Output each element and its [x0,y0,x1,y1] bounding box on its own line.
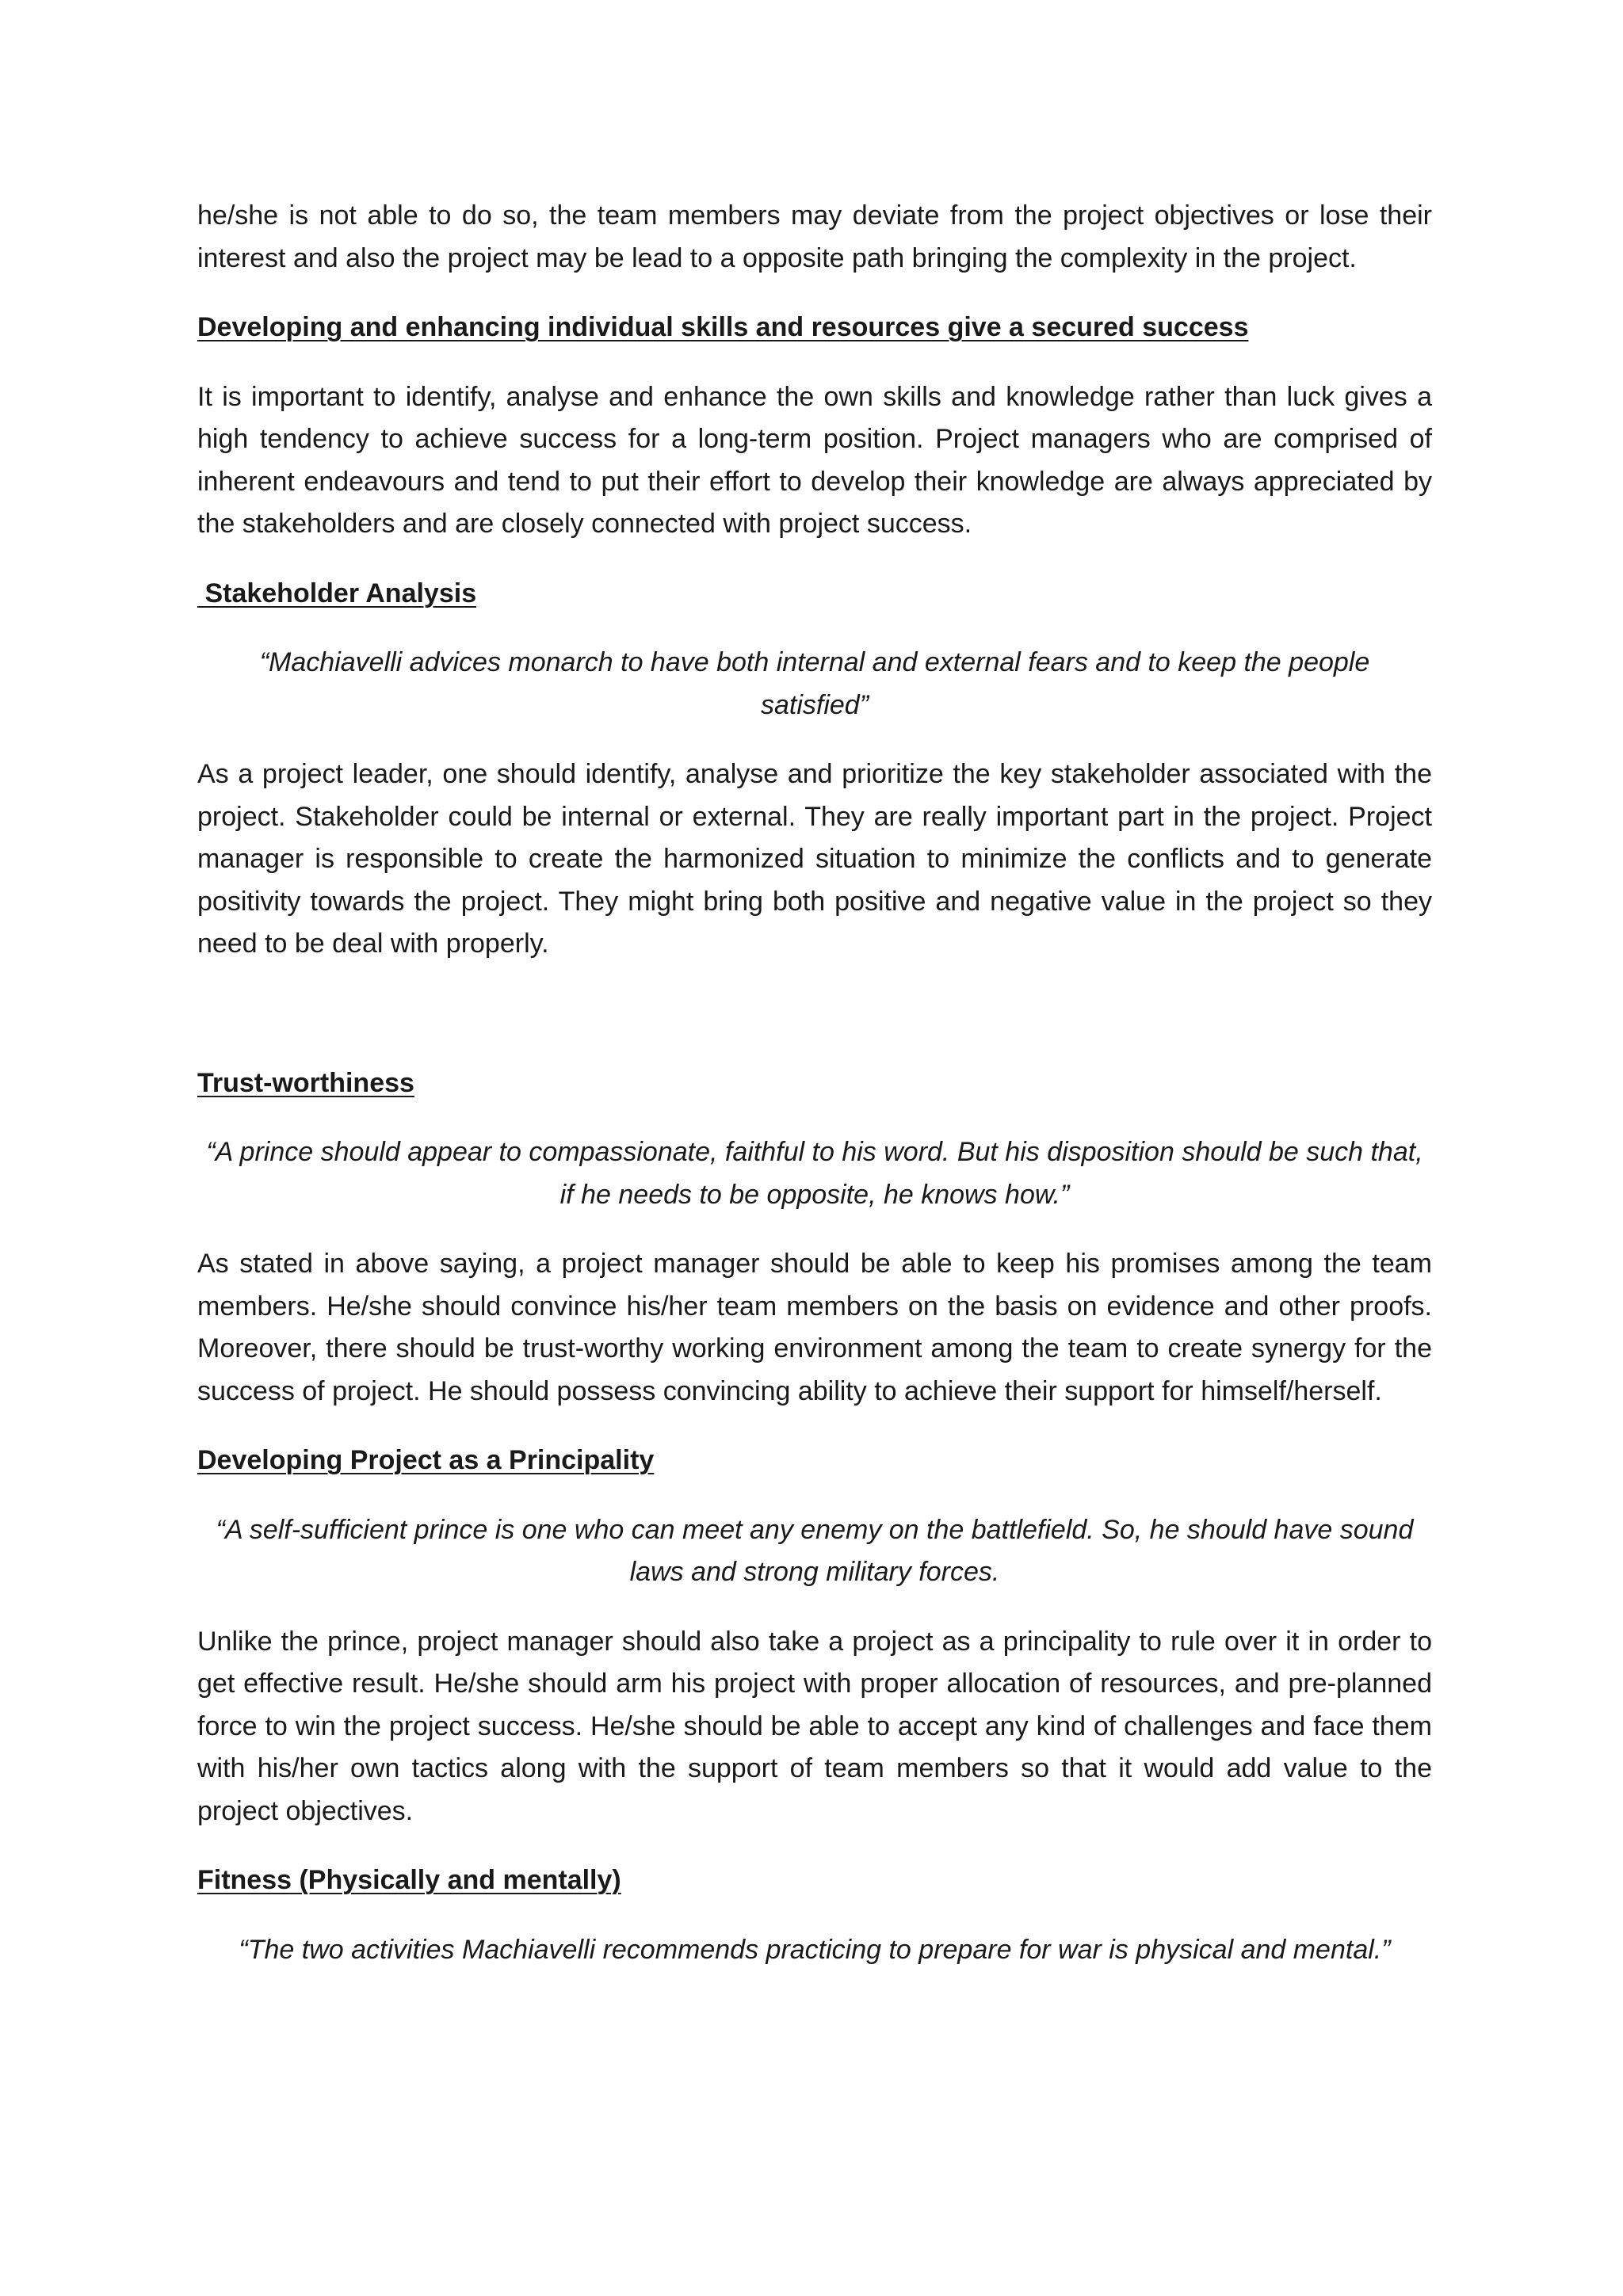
heading-skills-resources: Developing and enhancing individual skills and resources give a secured success [197,312,1249,342]
quote-principality: “A self-sufficient prince is one who can meet any enemy on the battlefield. So, he should have sound laws and strong military forces. [216,1514,1414,1587]
document-page [197,195,1432,1998]
heading-principality: Developing Project as a Principality [197,1445,655,1475]
paragraph-trust: As stated in above saying, a project manager should be able to keep his promises among the team members. He/she should convince his/her team members on the basis on evidence and other proofs. Moreover, there should be trust-worthy working environment among the team to create synergy for the success of project. He should possess convincing ability to achieve their support for himself/herself. [197,1249,1432,1406]
quote-fitness: “The two activities Machiavelli recommends practicing to prepare for war is physical and mental.” [239,1934,1391,1965]
paragraph-stakeholder: As a project leader, one should identify, analyse and prioritize the key stakeholder associated with the project. Stakeholder could be internal or external. They are really important part in the project. Project manager is responsible to create the harmonized situation to minimize the conflicts and to generate positivity towards the project. They might bring both positive and negative value in the project so they need to be deal with properly. [197,759,1432,959]
quote-trust: “A prince should appear to compassionate, faithful to his word. But his disposition should be such that, if he needs to be opposite, he knows how.” [206,1137,1423,1210]
heading-stakeholder-analysis: Stakeholder Analysis [197,578,477,608]
heading-trust-worthiness: Trust-worthiness [197,1067,414,1098]
paragraph-continuation: he/she is not able to do so, the team members may deviate from the project objectives or lose their interest and also the project may be lead to a opposite path bringing the complexity in the project. [197,200,1432,273]
heading-fitness: Fitness (Physically and mentally) [197,1865,621,1895]
quote-stakeholder: “Machiavelli advices monarch to have both internal and external fears and to keep the people satisfied” [259,647,1370,720]
paragraph-skills: It is important to identify, analyse and enhance the own skills and knowledge rather than luck gives a high tendency to achieve success for a long-term position. Project managers who are comprised of inherent endeavours and tend to put their effort to develop their knowledge are always appreciated by the stakeholders and are closely connected with project success. [197,381,1432,539]
paragraph-principality: Unlike the prince, project manager should also take a project as a principality to rule over it in order to get effective result. He/she should arm his project with proper allocation of resources, and pre-planned force to win the project success. He/she should be able to accept any kind of challenges and face them with his/her own tactics along with the support of team members so that it would add value to the project objectives. [197,1626,1432,1826]
blank-space [197,993,1432,1062]
